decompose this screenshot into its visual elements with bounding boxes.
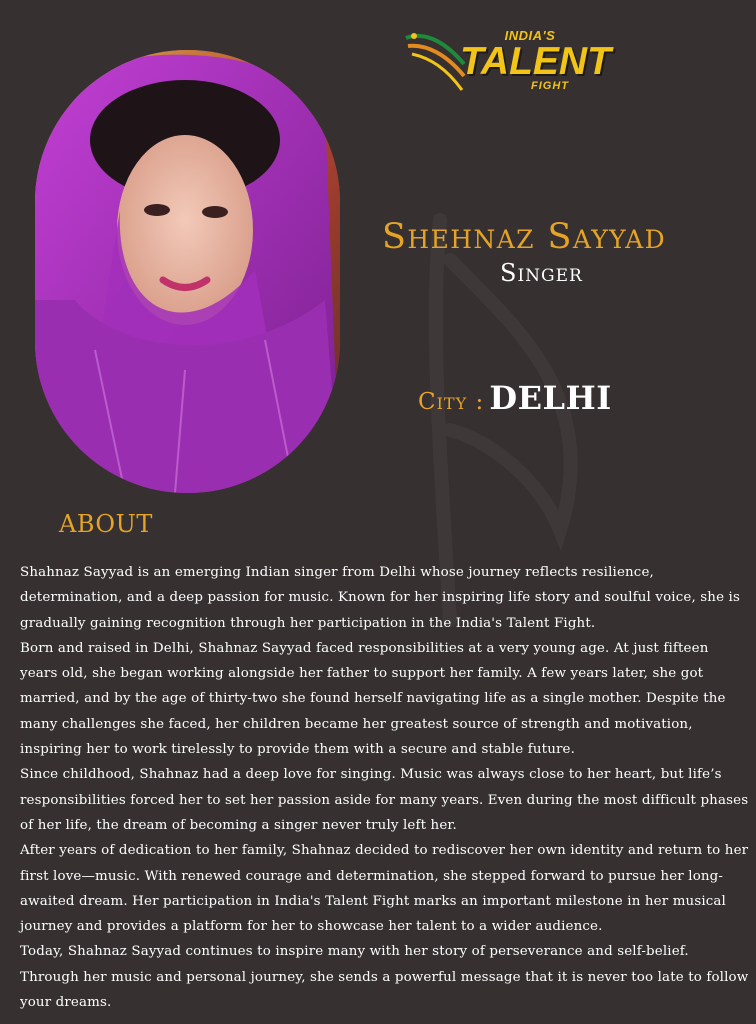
brand-logo — [402, 24, 611, 104]
logo-line1: INDIA'S — [504, 28, 556, 43]
about-paragraph: Today, Shahnaz Sayyad continues to inspire many with her story of perseverance and self-belief. Through her music and personal journey, she sends a powerful message that it is never too late to follow your dreams. — [20, 944, 749, 1011]
logo-line2: TALENT — [460, 40, 611, 83]
about-paragraph: Born and raised in Delhi, Shahnaz Sayyad faced responsibilities at a very young age. At just fifteen years old, she began working alongside her father to support her family. A few years later, she got married, and by the age of thirty-two she found herself navigating life as a single mother. Despite the many challenges she faced, her children became her greatest source of strength and motivation, inspiring her to work tirelessly to provide them with a secure and stable future. — [20, 640, 726, 758]
about-paragraph: Shahnaz Sayyad is an emerging Indian singer from Delhi whose journey reflects resilience, determination, and a deep passion for music. Known for her inspiring life story and soulful voice, she is gradually gaining recognition through her participation in the India's Talent Fight. — [20, 565, 741, 631]
profile-photo — [35, 50, 340, 493]
about-paragraph: After years of dedication to her family, Shahnaz decided to rediscover her own identity and return to her first love—music. With renewed courage and determination, she stepped forward to pursue her long-awaited dream. Her participation in India's Talent Fight marks an important milestone in her musical journey and provides a platform for her to showcase her talent to a wider audience. — [20, 843, 749, 935]
performer-role: Singer — [500, 259, 583, 287]
performer-name: Shehnaz Sayyad — [382, 217, 667, 257]
city-line — [418, 378, 612, 424]
city-value: DELHI — [489, 379, 612, 417]
about-text — [20, 560, 750, 1015]
about-heading: ABOUT — [59, 510, 153, 538]
about-paragraph: Since childhood, Shahnaz had a deep love for singing. Music was always close to her heart, but life’s responsibilities forced her to set her passion aside for many years. Even during the most difficult phases of her life, the dream of becoming a singer never truly left her. — [20, 767, 749, 833]
city-label: City : — [418, 389, 485, 415]
logo-line3: FIGHT — [531, 80, 569, 92]
